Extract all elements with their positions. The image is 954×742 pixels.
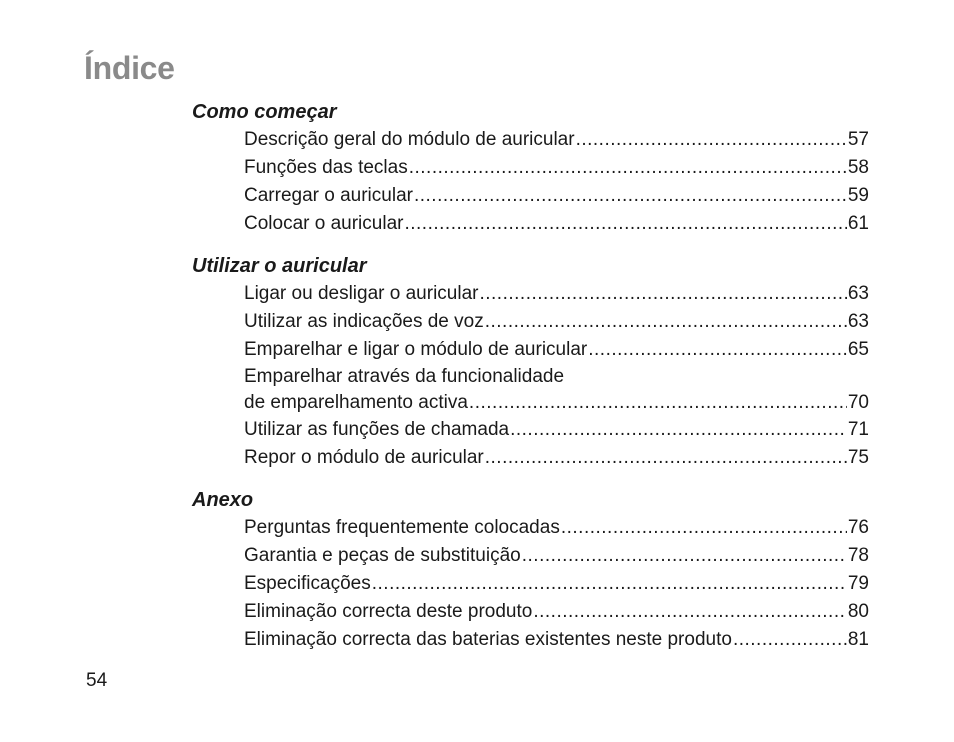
toc-entry-list <box>192 280 872 472</box>
toc-entry-label: de emparelhamento activa <box>244 392 468 413</box>
toc-section-como-comecar <box>192 98 872 238</box>
toc-entry[interactable] <box>244 182 869 210</box>
toc-entry[interactable] <box>244 154 869 182</box>
toc-entry[interactable] <box>244 126 869 154</box>
toc-entry[interactable] <box>244 570 869 598</box>
toc-entry-line2 <box>244 390 869 416</box>
toc-entry-label: Utilizar as funções de chamada <box>244 419 510 440</box>
toc-entry-label: Emparelhar e ligar o módulo de auricular <box>244 339 588 360</box>
toc-entry-page: 78 <box>847 545 869 566</box>
toc-entry-label: Garantia e peças de substituição <box>244 545 521 566</box>
toc-entry-label: Perguntas frequentemente colocadas <box>244 517 560 538</box>
toc-entry-label-line1: Emparelhar através da funcionalidade <box>244 366 565 387</box>
section-title: Como começar <box>192 101 337 123</box>
table-of-contents <box>192 98 872 654</box>
dot-leader <box>533 598 847 626</box>
section-title: Anexo <box>192 489 254 511</box>
toc-entry[interactable] <box>244 598 869 626</box>
toc-entry-page: 59 <box>847 185 869 206</box>
toc-entry-label: Eliminação correcta das baterias existentes neste produto <box>244 629 732 650</box>
dot-leader <box>561 514 847 542</box>
toc-entry-label: Funções das teclas <box>244 157 408 178</box>
toc-entry[interactable] <box>244 444 869 472</box>
toc-entry[interactable] <box>244 514 869 542</box>
dot-leader <box>485 444 847 472</box>
toc-entry-page: 76 <box>847 517 869 538</box>
toc-entry-page: 61 <box>847 213 869 234</box>
toc-entry-page: 63 <box>847 311 869 332</box>
dot-leader <box>404 210 846 238</box>
toc-entry[interactable] <box>244 542 869 570</box>
toc-entry-page: 71 <box>847 419 869 440</box>
toc-entry[interactable] <box>244 210 869 238</box>
toc-entry-list <box>192 126 872 238</box>
dot-leader <box>485 308 847 336</box>
toc-entry-page: 65 <box>847 339 869 360</box>
toc-entry-page: 70 <box>847 392 869 413</box>
page-title: Índice <box>84 50 175 86</box>
toc-entry-label: Descrição geral do módulo de auricular <box>244 129 575 150</box>
toc-entry-page: 75 <box>847 447 869 468</box>
dot-leader <box>372 570 847 598</box>
toc-entry-page: 57 <box>847 129 869 150</box>
dot-leader <box>479 280 846 308</box>
dot-leader <box>469 390 847 416</box>
toc-section-utilizar-o-auricular <box>192 252 872 472</box>
toc-entry-page: 80 <box>847 601 869 622</box>
dot-leader <box>733 626 847 654</box>
toc-entry-label: Repor o módulo de auricular <box>244 447 484 468</box>
toc-entry-label: Eliminação correcta deste produto <box>244 601 533 622</box>
toc-entry[interactable] <box>244 364 869 416</box>
dot-leader <box>576 126 847 154</box>
dot-leader <box>588 336 847 364</box>
toc-entry-label: Ligar ou desligar o auricular <box>244 283 479 304</box>
toc-entry-page: 79 <box>847 573 869 594</box>
toc-entry[interactable] <box>244 416 869 444</box>
dot-leader <box>510 416 847 444</box>
toc-entry-label: Colocar o auricular <box>244 213 404 234</box>
toc-entry-page: 63 <box>847 283 869 304</box>
toc-entry-list <box>192 514 872 654</box>
toc-entry-label: Especificações <box>244 573 371 594</box>
dot-leader <box>414 182 847 210</box>
toc-entry[interactable] <box>244 626 869 654</box>
toc-entry-label: Utilizar as indicações de voz <box>244 311 484 332</box>
toc-entry-label: Carregar o auricular <box>244 185 413 206</box>
toc-entry[interactable] <box>244 308 869 336</box>
toc-entry-page: 81 <box>847 629 869 650</box>
page-number: 54 <box>86 670 108 691</box>
section-title: Utilizar o auricular <box>192 255 367 277</box>
dot-leader <box>522 542 847 570</box>
toc-entry-page: 58 <box>847 157 869 178</box>
toc-entry[interactable] <box>244 336 869 364</box>
toc-section-anexo <box>192 486 872 654</box>
dot-leader <box>409 154 847 182</box>
toc-entry[interactable] <box>244 280 869 308</box>
